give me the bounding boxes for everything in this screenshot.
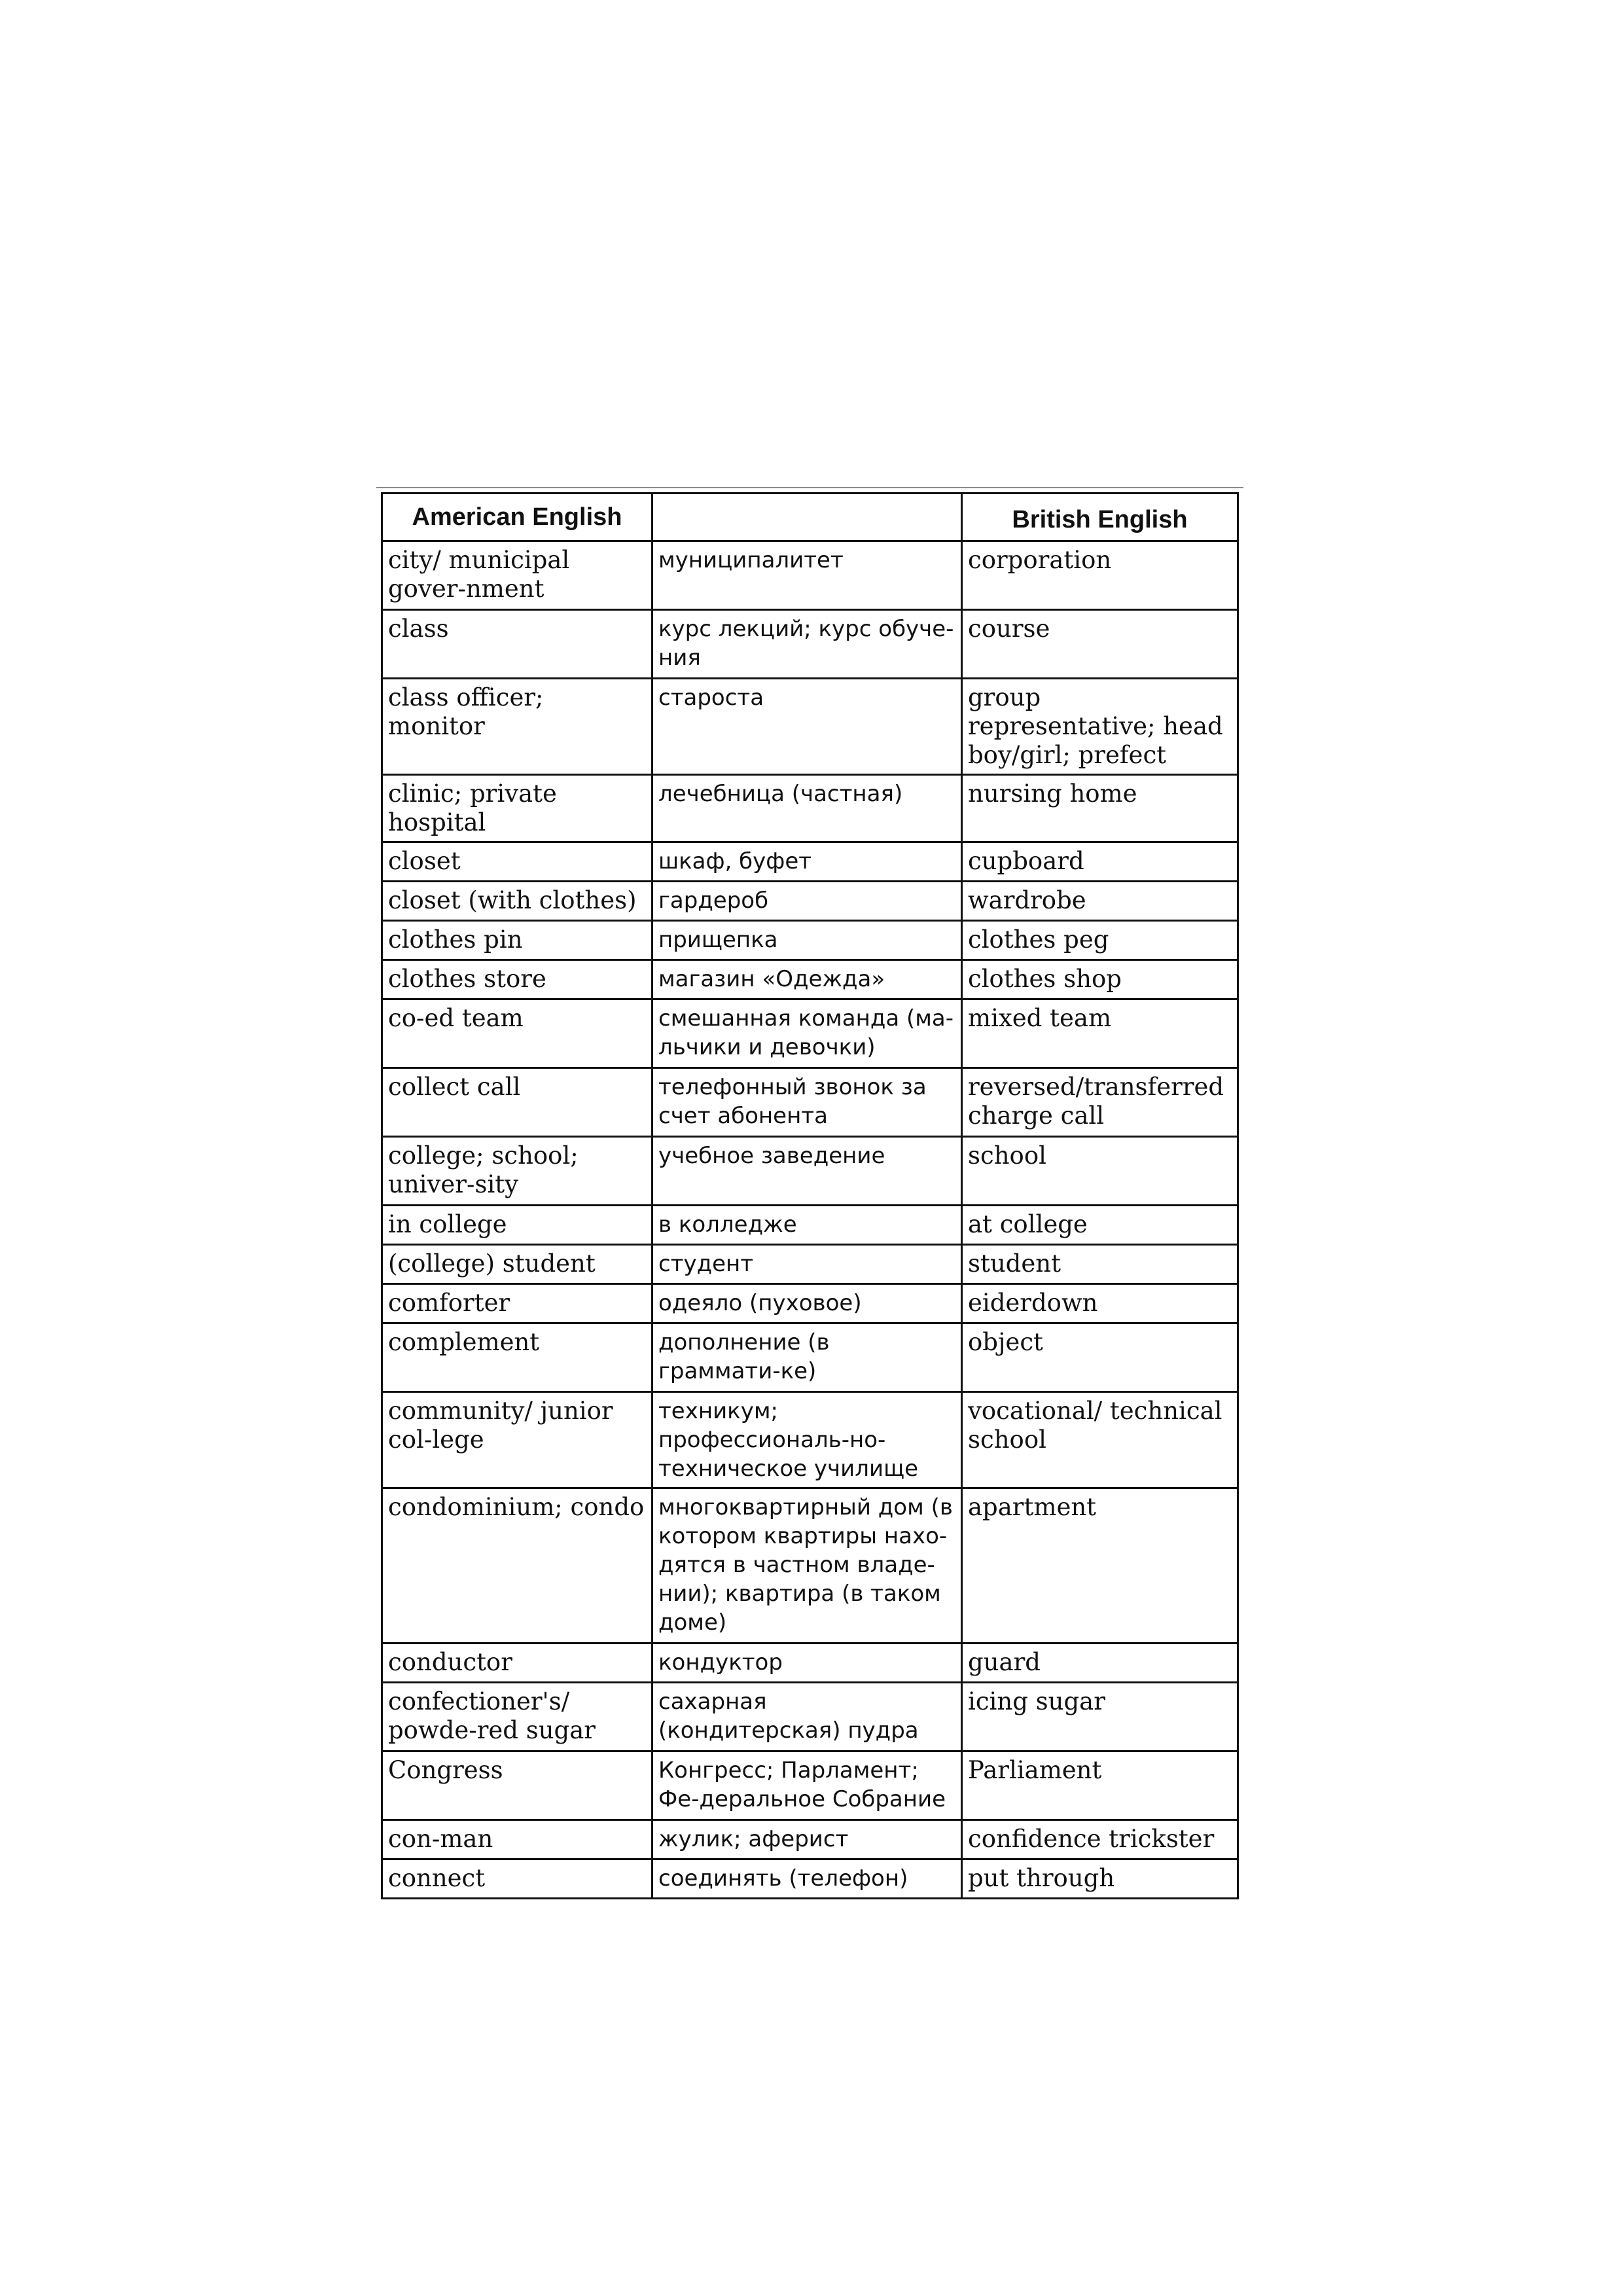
british-term-cell: wardrobe <box>962 882 1238 921</box>
british-term-cell: object <box>962 1323 1238 1392</box>
american-term-cell: Congress <box>382 1751 652 1820</box>
table-row <box>382 1284 1238 1323</box>
russian-translation-cell: Конгресс; Парламент; Фе-деральное Собрание <box>652 1751 962 1820</box>
american-term-cell: in college <box>382 1206 652 1245</box>
table-row <box>382 1392 1238 1488</box>
american-term-cell: class <box>382 610 652 679</box>
table-row <box>382 679 1238 775</box>
american-term-cell: clothes pin <box>382 921 652 960</box>
american-term-cell: community/ junior col-lege <box>382 1392 652 1488</box>
table-row <box>382 921 1238 960</box>
table-row <box>382 960 1238 999</box>
american-term-cell: con-man <box>382 1820 652 1859</box>
table-row <box>382 1820 1238 1859</box>
american-term-cell: college; school; univer-sity <box>382 1137 652 1206</box>
british-term-cell: student <box>962 1245 1238 1284</box>
british-term-cell: mixed team <box>962 999 1238 1068</box>
american-term-cell: city/ municipal gover-nment <box>382 541 652 610</box>
american-term-cell: clinic; private hospital <box>382 775 652 842</box>
british-term-cell: group representative; head boy/girl; prefect <box>962 679 1238 775</box>
russian-translation-cell: студент <box>652 1245 962 1284</box>
russian-translation-cell: техникум; профессиональ-но-техническое училище <box>652 1392 962 1488</box>
russian-translation-cell: жулик; аферист <box>652 1820 962 1859</box>
british-term-cell: course <box>962 610 1238 679</box>
british-term-cell: school <box>962 1137 1238 1206</box>
table-row <box>382 1245 1238 1284</box>
british-term-cell: cupboard <box>962 842 1238 882</box>
american-term-cell: collect call <box>382 1068 652 1137</box>
russian-translation-cell: лечебница (частная) <box>652 775 962 842</box>
table-row <box>382 882 1238 921</box>
american-term-cell: connect <box>382 1859 652 1899</box>
table-row <box>382 775 1238 842</box>
british-term-cell: clothes peg <box>962 921 1238 960</box>
american-term-cell: condominium; condo <box>382 1488 652 1643</box>
russian-translation-cell: одеяло (пуховое) <box>652 1284 962 1323</box>
russian-translation-cell: соединять (телефон) <box>652 1859 962 1899</box>
american-term-cell: closet (with clothes) <box>382 882 652 921</box>
american-term-cell: complement <box>382 1323 652 1392</box>
british-term-cell: icing sugar <box>962 1683 1238 1751</box>
glossary-table <box>381 492 1239 1899</box>
british-term-cell: clothes shop <box>962 960 1238 999</box>
russian-translation-cell: гардероб <box>652 882 962 921</box>
table-row <box>382 1323 1238 1392</box>
table-row <box>382 1068 1238 1137</box>
british-english-header: British English <box>962 493 1238 541</box>
american-term-cell: co-ed team <box>382 999 652 1068</box>
american-term-cell: comforter <box>382 1284 652 1323</box>
british-term-cell: corporation <box>962 541 1238 610</box>
british-term-cell: Parliament <box>962 1751 1238 1820</box>
table-row <box>382 999 1238 1068</box>
british-term-cell: nursing home <box>962 775 1238 842</box>
russian-translation-cell: магазин «Одежда» <box>652 960 962 999</box>
glossary-body <box>382 541 1238 1899</box>
british-term-cell: confidence trickster <box>962 1820 1238 1859</box>
table-row <box>382 842 1238 882</box>
british-term-cell: reversed/transferred charge call <box>962 1068 1238 1137</box>
russian-translation-cell: в колледже <box>652 1206 962 1245</box>
russian-translation-cell: прищепка <box>652 921 962 960</box>
russian-translation-cell: смешанная команда (ма-льчики и девочки) <box>652 999 962 1068</box>
russian-header <box>652 493 962 541</box>
american-term-cell: (college) student <box>382 1245 652 1284</box>
table-row <box>382 541 1238 610</box>
russian-translation-cell: учебное заведение <box>652 1137 962 1206</box>
table-row <box>382 1683 1238 1751</box>
american-english-header: American English <box>382 493 652 541</box>
table-row <box>382 1488 1238 1643</box>
table-row <box>382 1751 1238 1820</box>
american-term-cell: closet <box>382 842 652 882</box>
british-term-cell: put through <box>962 1859 1238 1899</box>
russian-translation-cell: телефонный звонок за счет абонента <box>652 1068 962 1137</box>
british-term-cell: eiderdown <box>962 1284 1238 1323</box>
american-term-cell: clothes store <box>382 960 652 999</box>
russian-translation-cell: многоквартирный дом (в котором квартиры нахо-дятся в частном владе-нии); квартира (в таком доме) <box>652 1488 962 1643</box>
header-row <box>382 493 1238 541</box>
british-term-cell: vocational/ technical school <box>962 1392 1238 1488</box>
russian-translation-cell: шкаф, буфет <box>652 842 962 882</box>
table-row <box>382 1137 1238 1206</box>
table-row <box>382 610 1238 679</box>
russian-translation-cell: муниципалитет <box>652 541 962 610</box>
russian-translation-cell: курс лекций; курс обуче-ния <box>652 610 962 679</box>
british-term-cell: guard <box>962 1643 1238 1683</box>
top-rule <box>376 487 1243 488</box>
british-term-cell: at college <box>962 1206 1238 1245</box>
british-term-cell: apartment <box>962 1488 1238 1643</box>
russian-translation-cell: староста <box>652 679 962 775</box>
american-term-cell: conductor <box>382 1643 652 1683</box>
russian-translation-cell: дополнение (в граммати-ке) <box>652 1323 962 1392</box>
russian-translation-cell: кондуктор <box>652 1643 962 1683</box>
russian-translation-cell: сахарная (кондитерская) пудра <box>652 1683 962 1751</box>
table-row <box>382 1859 1238 1899</box>
table-row <box>382 1643 1238 1683</box>
table-row <box>382 1206 1238 1245</box>
american-term-cell: class officer; monitor <box>382 679 652 775</box>
american-term-cell: confectioner's/ powde-red sugar <box>382 1683 652 1751</box>
